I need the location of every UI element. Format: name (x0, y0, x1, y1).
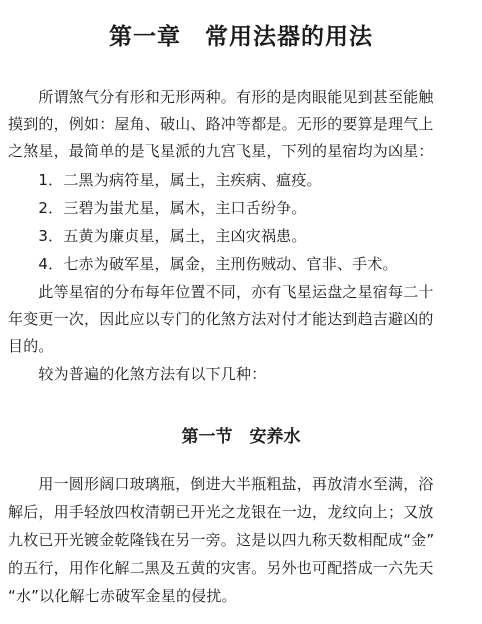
list-item-star-1: 1．二黑为病符星，属土，主疾病、瘟疫。 (8, 171, 322, 189)
list-item-star-2: 2．三碧为蚩尤星，属木，主口舌纷争。 (8, 199, 307, 217)
paragraph4-line-4: 的五行，用作化解二黑及五黄的灾害。另外也可配搭成一六先天 (8, 559, 434, 577)
paragraph4-line-3: 九枚已开光镀金乾隆钱在另一旁。这是以四九称天数相配成“金” (8, 531, 435, 549)
paragraph4-line-5: “水”以化解七赤破军金星的侵扰。 (8, 587, 237, 605)
section-title: 第一节 安养水 (181, 427, 301, 447)
list-item-star-3: 3．五黄为廉贞星，属土，主凶灾祸患。 (8, 227, 307, 245)
paragraph4-line-2: 解后，用手轻放四枚清朝已开光之龙银在一边，龙纹向上；又放 (8, 503, 434, 521)
paragraph2-line-1: 此等星宿的分布每年位置不同，亦有飞星运盘之星宿每二十 (8, 283, 434, 301)
paragraph3-line-1: 较为普遍的化煞方法有以下几种： (8, 365, 267, 383)
list-item-star-4: 4．七赤为破军星，属金，主刑伤贼动、官非、手术。 (8, 255, 398, 273)
intro-line-2: 摸到的，例如：屋角、破山、路冲等都是。无形的要算是理气上 (8, 115, 434, 133)
chapter-title: 第一章 常用法器的用法 (109, 24, 373, 50)
paragraph2-line-3: 目的。 (8, 337, 54, 355)
intro-line-3: 之煞星，最简单的是飞星派的九宫飞星，下列的星宿均为凶星： (8, 142, 434, 160)
paragraph4-line-1: 用一圆形阔口玻璃瓶，倒进大半瓶粗盐，再放清水至满，浴 (8, 475, 434, 493)
paragraph2-line-2: 年变更一次，因此应以专门的化煞方法对付才能达到趋吉避凶的 (8, 310, 434, 328)
intro-line-1: 所谓煞气分有形和无形两种。有形的是肉眼能见到甚至能触 (8, 88, 434, 106)
